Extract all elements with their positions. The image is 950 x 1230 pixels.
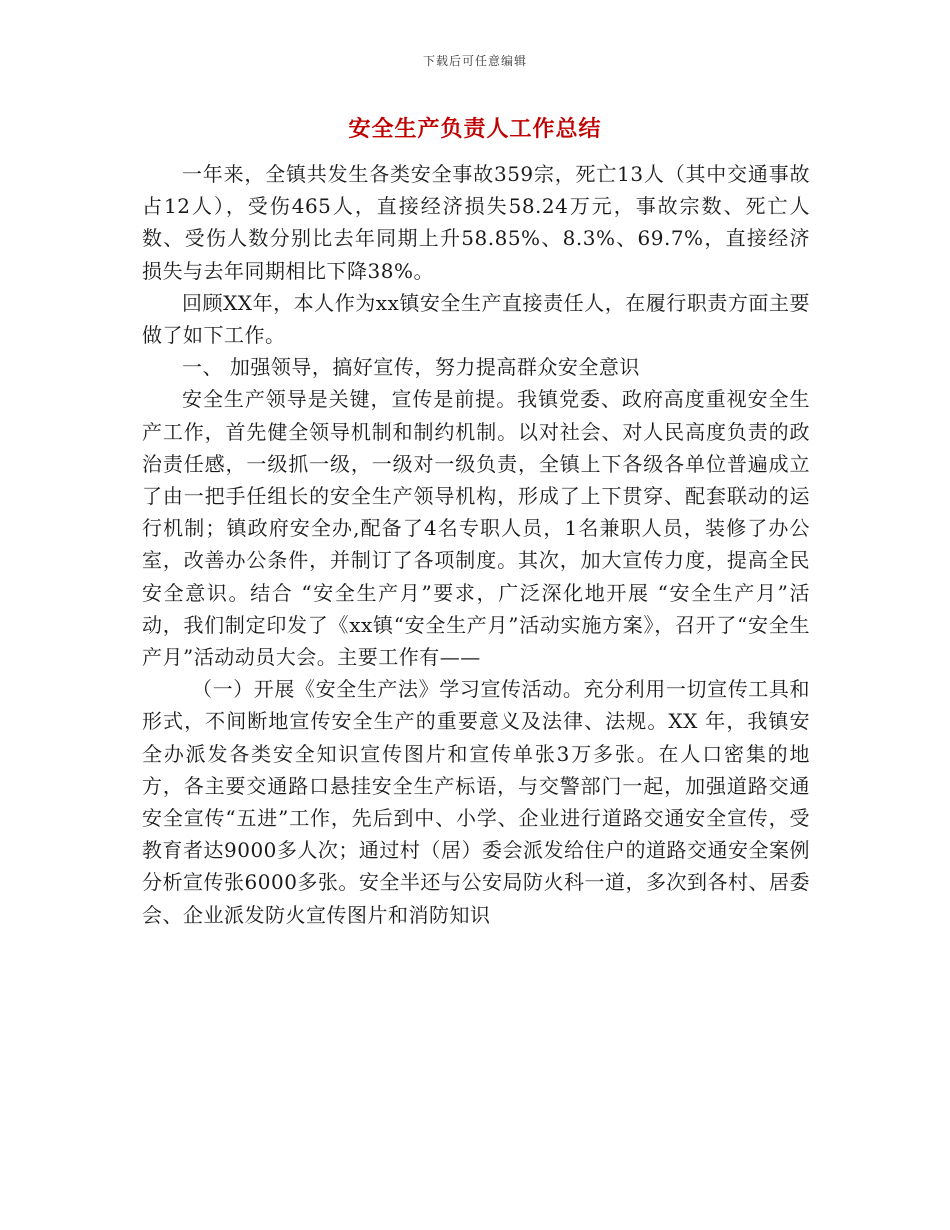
paragraph-law-campaign: （一）开展《安全生产法》学习宣传活动。充分利用一切宣传工具和形式，不间断地宣传安全生产的重要意义及法律、法规。XX 年，我镇安全办派发各类安全知识宣传图片和宣传单张3万多张。在人口密集的地方，各主要交通路口悬挂安全生产标语，与交警部门一起，加强道路交通安全宣传“五进”工作，先后到中、小学、企业进行道路交通安全宣传，受教育者达9000多人次；通过村（居）委会派发给住户的道路交通安全案例分析宣传张6000多张。安全半还与公安局防火科一道，多次到各村、居委会、企业派发防火宣传图片和消防知识 xyxy=(142,677,810,927)
paragraph-review: 回顾XX年，本人作为xx镇安全生产直接责任人，在履行职责方面主要做了如下工作。 xyxy=(142,290,810,348)
document-title: 安全生产负责人工作总结 xyxy=(348,117,602,142)
section-heading: 一、 加强领导，搞好宣传，努力提高群众安全意识 xyxy=(182,355,640,380)
paragraph-summary: 一年来，全镇共发生各类安全事故359宗，死亡13人（其中交通事故占12人），受伤465人，直接经济损失58.24万元，事故宗数、死亡人数、受伤人数分别比去年同期上升58.85%、8.3%、69.7%，直接经济损失与去年同期相比下降38%。 xyxy=(142,162,810,283)
paragraph-leadership: 安全生产领导是关键，宣传是前提。我镇党委、政府高度重视安全生产工作，首先健全领导机制和制约机制。以对社会、对人民高度负责的政治责任感，一级抓一级，一级对一级负责，全镇上下各级各单位普遍成立了由一把手任组长的安全生产领导机构，形成了上下贯穿、配套联动的运行机制；镇政府安全办,配备了4名专职人员，1名兼职人员，装修了办公室，改善办公条件，并制订了各项制度。其次，加大宣传力度，提高全民安全意识。结合 “安全生产月”要求，广泛深化地开展 “安全生产月”活动，我们制定印发了《xx镇“安全生产月”活动实施方案》，召开了“安全生产月”活动动员大会。主要工作有—— xyxy=(142,387,810,670)
header-note: 下载后可任意编辑 xyxy=(422,54,527,68)
document-body xyxy=(142,158,810,931)
